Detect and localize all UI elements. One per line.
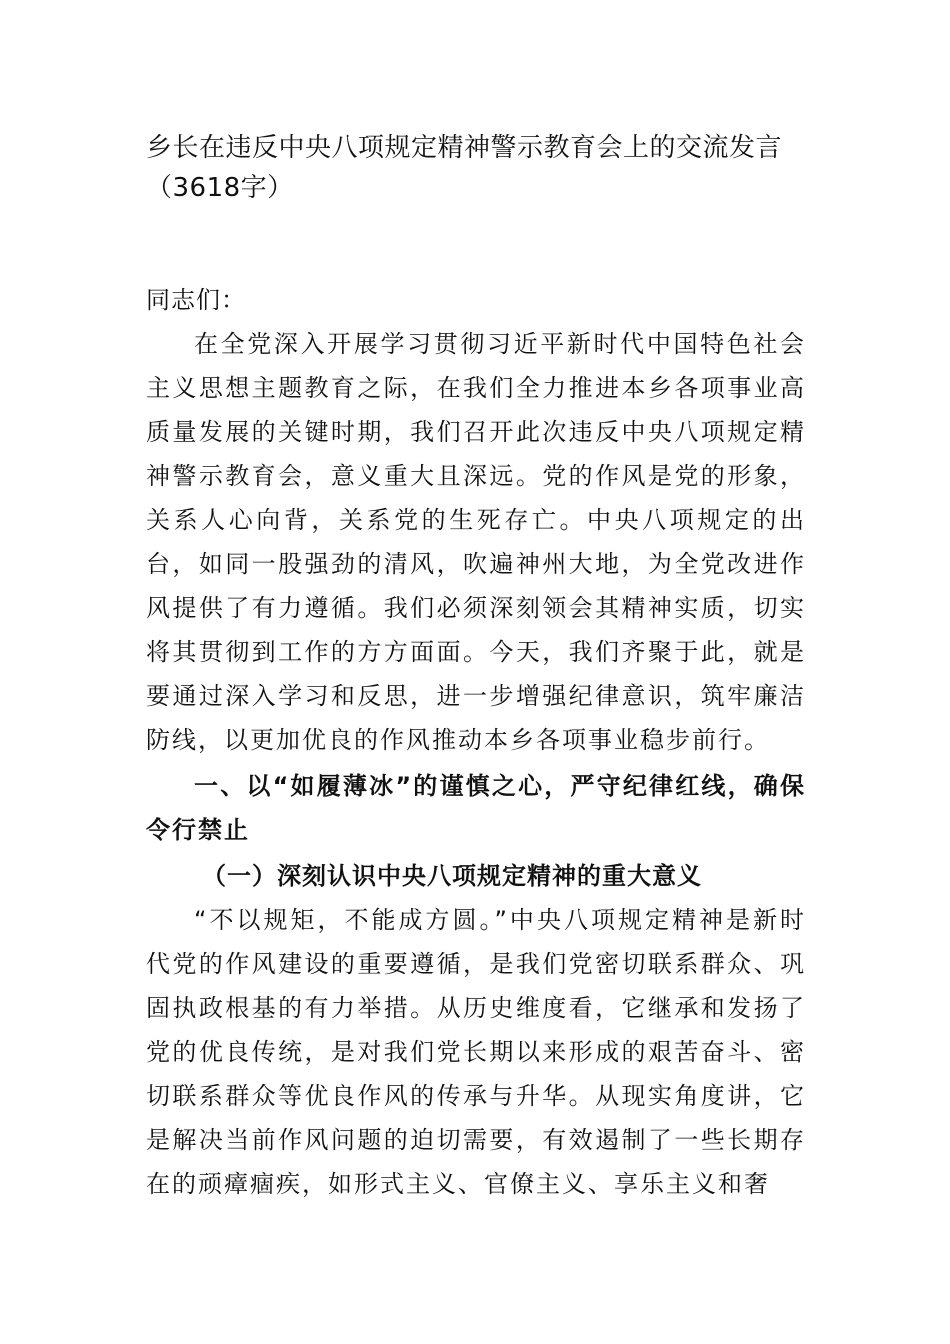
document-title bbox=[146, 128, 806, 208]
section-1-heading: 一、以“如履薄冰”的谨慎之心，严守纪律红线，确保令行禁止 bbox=[146, 772, 806, 844]
subsection-1-heading: （一）深刻认识中央八项规定精神的重大意义 bbox=[202, 862, 702, 890]
greeting: 同志们： bbox=[146, 286, 246, 314]
title-line-2: （3618字） bbox=[146, 173, 294, 203]
subsection-1-paragraph: “不以规矩，不能成方圆。”中央八项规定精神是新时代党的作风建设的重要遵循，是我们党密切联系群众、巩固执政根基的有力举措。从历史维度看，它继承和发扬了党的优良传统，是对我们党长期以来形成的艰苦奋斗、密切联系群众等优良作风的传承与升华。从现实角度讲，它是解决当前作风问题的迫切需要，有效遏制了一些长期存在的顽瘴痼疾，如形式主义、官僚主义、享乐主义和奢 bbox=[146, 906, 806, 1198]
intro-paragraph: 在全党深入开展学习贯彻习近平新时代中国特色社会主义思想主题教育之际，在我们全力推进本乡各项事业高质量发展的关键时期，我们召开此次违反中央八项规定精神警示教育会，意义重大且深远。党的作风是党的形象，关系人心向背，关系党的生死存亡。中央八项规定的出台，如同一股强劲的清风，吹遍神州大地，为全党改进作风提供了有力遵循。我们必须深刻领会其精神实质，切实将其贯彻到工作的方方面面。今天，我们齐聚于此，就是要通过深入学习和反思，进一步增强纪律意识，筑牢廉洁防线，以更加优良的作风推动本乡各项事业稳步前行。 bbox=[146, 330, 806, 754]
title-line-1: 乡长在违反中央八项规定精神警示教育会上的交流发言 bbox=[146, 133, 783, 163]
document-body bbox=[146, 128, 806, 1206]
